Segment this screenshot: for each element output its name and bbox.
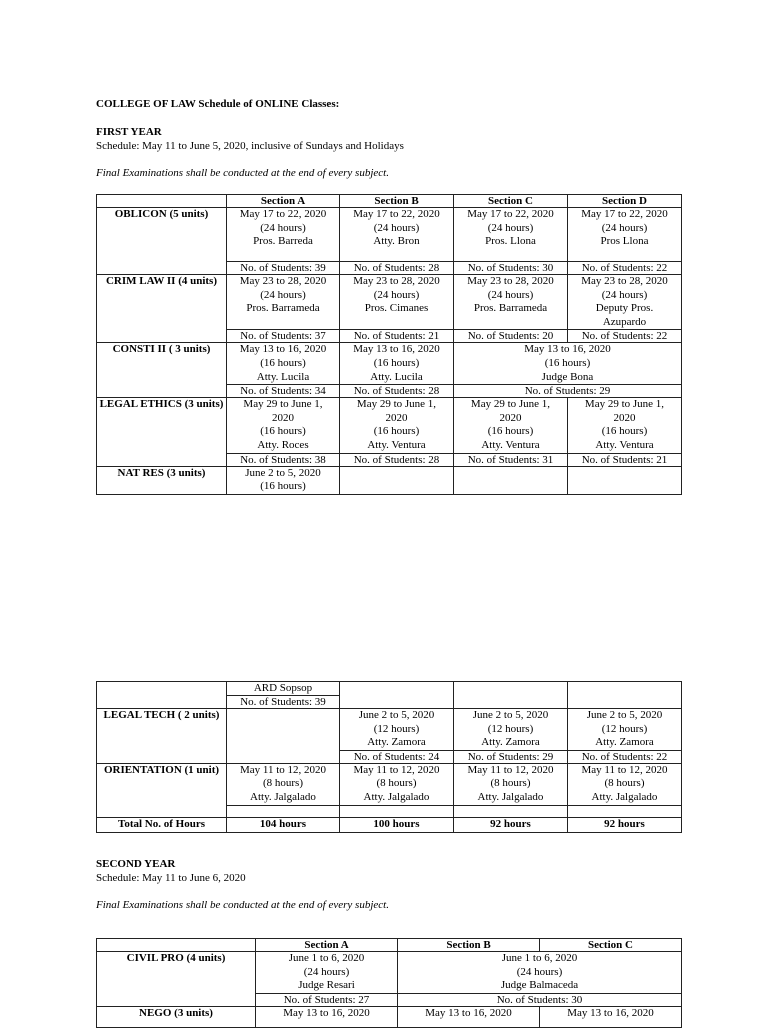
subject-oblicon: OBLICON (5 units) bbox=[97, 208, 227, 275]
total-hours-row bbox=[97, 817, 682, 832]
crimlaw-row bbox=[97, 275, 682, 330]
second-year-schedule-table bbox=[96, 938, 682, 1028]
student-count: No. of Students: 30 bbox=[454, 262, 568, 275]
ethics-section-b bbox=[340, 398, 454, 453]
cell-line: May 23 to 28, 2020 bbox=[353, 275, 440, 287]
total-hours-section-a: 104 hours bbox=[227, 817, 340, 832]
cell-line: Atty. Ventura bbox=[595, 438, 654, 451]
consti-row bbox=[97, 343, 682, 385]
cell-line: Judge Bona bbox=[541, 370, 594, 383]
subject-orientation: ORIENTATION (1 unit) bbox=[97, 763, 227, 817]
cell-line: Pros. Llona bbox=[485, 235, 536, 248]
first-year-schedule: Schedule: May 11 to June 5, 2020, inclusive of Sundays and Holidays bbox=[96, 140, 404, 152]
cell-line: Atty. Lucila bbox=[256, 370, 310, 383]
cell-line: (8 hours) bbox=[490, 777, 531, 790]
student-count: No. of Students: 38 bbox=[227, 453, 340, 466]
header-corner bbox=[97, 939, 256, 952]
natres-section-a bbox=[227, 466, 340, 494]
student-count: No. of Students: 28 bbox=[340, 453, 454, 466]
blank-cell bbox=[568, 805, 682, 817]
student-count: No. of Students: 20 bbox=[454, 330, 568, 343]
cell-line: Atty. Jalgalado bbox=[363, 790, 430, 803]
second-year-schedule: Schedule: May 11 to June 6, 2020 bbox=[96, 872, 246, 884]
student-count: No. of Students: 24 bbox=[340, 750, 454, 763]
total-hours-label: Total No. of Hours bbox=[97, 817, 227, 832]
subject-civil-pro: CIVIL PRO (4 units) bbox=[97, 952, 256, 1007]
cell-line: (16 hours) bbox=[260, 356, 306, 369]
cell-line: May 29 to June 1, bbox=[356, 398, 437, 411]
cell-line: Pros. Cimanes bbox=[364, 302, 429, 315]
cell-line: May 17 to 22, 2020 bbox=[581, 208, 668, 220]
cell-line: Atty. Ventura bbox=[367, 438, 426, 451]
cell-line: June 2 to 5, 2020 bbox=[358, 709, 435, 721]
header-section-c: Section C bbox=[540, 939, 682, 952]
legaltech-section-b bbox=[340, 709, 454, 751]
cell-line: (12 hours) bbox=[601, 722, 648, 735]
natres-teacher: ARD Sopsop bbox=[227, 682, 340, 696]
first-year-exam-note: Final Examinations shall be conducted at the end of every subject. bbox=[96, 167, 389, 179]
cell-line: Atty. Jalgalado bbox=[591, 790, 658, 803]
cell-line: 2020 bbox=[385, 411, 408, 424]
cell-line: Atty. Jalgalado bbox=[250, 790, 316, 803]
civilpro-row bbox=[97, 952, 682, 994]
legaltech-section-c bbox=[454, 709, 568, 751]
cell-line: Pros. Barrameda bbox=[473, 302, 548, 315]
subject-legal-ethics: LEGAL ETHICS (3 units) bbox=[97, 398, 227, 466]
legaltech-section-a bbox=[227, 709, 340, 764]
cell-line: May 11 to 12, 2020 bbox=[581, 763, 668, 776]
consti-section-cd bbox=[454, 343, 682, 385]
consti-section-b bbox=[340, 343, 454, 385]
ethics-section-c bbox=[454, 398, 568, 453]
student-count: No. of Students: 22 bbox=[568, 750, 682, 763]
consti-section-a bbox=[227, 343, 340, 385]
subject-nego: NEGO (3 units) bbox=[97, 1006, 256, 1027]
table-header-row bbox=[97, 195, 682, 208]
header-section-c: Section C bbox=[454, 195, 568, 208]
cell-line: (8 hours) bbox=[604, 777, 645, 790]
cell-line: June 2 to 5, 2020 bbox=[472, 709, 549, 721]
header-section-a: Section A bbox=[227, 195, 340, 208]
student-count: No. of Students: 22 bbox=[568, 262, 682, 275]
oblicon-section-b bbox=[340, 208, 454, 262]
crimlaw-section-a bbox=[227, 275, 340, 330]
crimlaw-section-b bbox=[340, 275, 454, 330]
student-count: No. of Students: 21 bbox=[340, 330, 454, 343]
cell-line: (16 hours) bbox=[487, 425, 534, 438]
natres-continued-row bbox=[97, 682, 682, 696]
orientation-row bbox=[97, 763, 682, 805]
natres-continued-section-b bbox=[340, 682, 454, 709]
nego-section-a: May 13 to 16, 2020 bbox=[256, 1006, 398, 1027]
cell-line: May 13 to 16, 2020 bbox=[524, 343, 611, 356]
oblicon-row bbox=[97, 208, 682, 262]
cell-line: May 23 to 28, 2020 bbox=[467, 275, 554, 287]
cell-line: Atty. Jalgalado bbox=[477, 790, 544, 803]
student-count: No. of Students: 22 bbox=[568, 330, 682, 343]
cell-line: (24 hours) bbox=[601, 288, 648, 301]
blank-cell bbox=[454, 805, 568, 817]
oblicon-section-c bbox=[454, 208, 568, 262]
header-section-b: Section B bbox=[340, 195, 454, 208]
header-section-a: Section A bbox=[256, 939, 398, 952]
cell-line: (24 hours) bbox=[373, 288, 420, 301]
cell-line: (8 hours) bbox=[262, 777, 304, 790]
student-count: No. of Students: 28 bbox=[340, 262, 454, 275]
student-count: No. of Students: 34 bbox=[227, 385, 340, 398]
crimlaw-section-c bbox=[454, 275, 568, 330]
cell-line: May 23 to 28, 2020 bbox=[581, 275, 668, 287]
natres-continued-section-c bbox=[454, 682, 568, 709]
legaltech-row bbox=[97, 709, 682, 751]
natres-section-b bbox=[340, 466, 454, 494]
cell-line: Judge Resari bbox=[298, 979, 355, 992]
student-count: No. of Students: 29 bbox=[454, 750, 568, 763]
cell-line: May 13 to 16, 2020 bbox=[239, 343, 327, 356]
total-hours-section-b: 100 hours bbox=[340, 817, 454, 832]
cell-line: Atty. Zamora bbox=[481, 736, 540, 749]
cell-line: (24 hours) bbox=[487, 221, 534, 234]
student-count: No. of Students: 39 bbox=[227, 696, 340, 709]
cell-line: (24 hours) bbox=[260, 288, 306, 301]
civilpro-section-a bbox=[256, 952, 398, 994]
blank-cell bbox=[227, 805, 340, 817]
orientation-section-b bbox=[340, 763, 454, 805]
subject-consti: CONSTI II ( 3 units) bbox=[97, 343, 227, 398]
student-count: No. of Students: 28 bbox=[340, 385, 454, 398]
cell-line: 2020 bbox=[499, 411, 522, 424]
student-count: No. of Students: 27 bbox=[256, 993, 398, 1006]
subject-crim-law: CRIM LAW II (4 units) bbox=[97, 275, 227, 343]
first-year-heading: FIRST YEAR bbox=[96, 126, 162, 138]
cell-line: May 29 to June 1, bbox=[243, 398, 323, 411]
cell-line: May 11 to 12, 2020 bbox=[353, 763, 440, 776]
legaltech-section-d bbox=[568, 709, 682, 751]
nego-section-b: May 13 to 16, 2020 bbox=[398, 1006, 540, 1027]
second-year-heading: SECOND YEAR bbox=[96, 858, 176, 870]
cell-line: May 11 to 12, 2020 bbox=[467, 763, 554, 776]
cell-line: Pros Llona bbox=[600, 235, 649, 248]
natres-continued-section-d bbox=[568, 682, 682, 709]
crimlaw-section-d bbox=[568, 275, 682, 330]
header-corner bbox=[97, 195, 227, 208]
second-year-exam-note: Final Examinations shall be conducted at the end of every subject. bbox=[96, 899, 389, 911]
cell-line: (8 hours) bbox=[376, 777, 417, 790]
cell-line: May 17 to 22, 2020 bbox=[239, 208, 327, 220]
student-count: No. of Students: 29 bbox=[454, 385, 682, 398]
blank-cell bbox=[340, 805, 454, 817]
cell-line: Deputy Pros. bbox=[595, 302, 654, 315]
cell-line: Judge Balmaceda bbox=[500, 979, 579, 992]
total-hours-section-c: 92 hours bbox=[454, 817, 568, 832]
oblicon-section-d bbox=[568, 208, 682, 262]
natres-continued-subject bbox=[97, 682, 227, 709]
orientation-section-a bbox=[227, 763, 340, 805]
cell-line: Atty. Zamora bbox=[595, 736, 654, 749]
cell-line: (24 hours) bbox=[487, 288, 534, 301]
cell-line: (16 hours) bbox=[544, 356, 591, 369]
cell-line: June 2 to 5, 2020 bbox=[586, 709, 663, 721]
student-count: No. of Students: 30 bbox=[398, 993, 682, 1006]
ethics-row bbox=[97, 398, 682, 453]
document-title: COLLEGE OF LAW Schedule of ONLINE Classes: bbox=[96, 98, 340, 110]
cell-line: (16 hours) bbox=[260, 480, 306, 493]
orientation-section-c bbox=[454, 763, 568, 805]
cell-line: (24 hours) bbox=[601, 221, 648, 234]
ethics-section-d bbox=[568, 398, 682, 453]
nego-section-c: May 13 to 16, 2020 bbox=[540, 1006, 682, 1027]
cell-line: Atty. Lucila bbox=[370, 370, 423, 383]
cell-line: May 29 to June 1, bbox=[470, 398, 551, 411]
subject-legal-tech: LEGAL TECH ( 2 units) bbox=[97, 709, 227, 764]
natres-section-d bbox=[568, 466, 682, 494]
cell-line: Atty. Ventura bbox=[481, 438, 540, 451]
student-count: No. of Students: 37 bbox=[227, 330, 340, 343]
cell-line: May 11 to 12, 2020 bbox=[239, 763, 327, 776]
total-hours-section-d: 92 hours bbox=[568, 817, 682, 832]
cell-line: (24 hours) bbox=[516, 965, 563, 978]
cell-line: Azupardo bbox=[602, 315, 647, 328]
ethics-section-a bbox=[227, 398, 340, 453]
cell-line: June 1 to 6, 2020 bbox=[501, 952, 578, 964]
cell-line: (24 hours) bbox=[373, 221, 420, 234]
oblicon-section-a bbox=[227, 208, 340, 262]
cell-line: May 17 to 22, 2020 bbox=[467, 208, 554, 220]
cell-line: May 23 to 28, 2020 bbox=[239, 275, 327, 287]
header-section-b: Section B bbox=[398, 939, 540, 952]
cell-line: June 2 to 5, 2020 bbox=[245, 466, 321, 479]
cell-line: 2020 bbox=[613, 411, 636, 424]
cell-line: (16 hours) bbox=[373, 356, 420, 369]
cell-line: (24 hours) bbox=[303, 965, 350, 978]
civilpro-section-bc bbox=[398, 952, 682, 994]
subject-nat-res: NAT RES (3 units) bbox=[97, 466, 227, 494]
cell-line: May 29 to June 1, bbox=[584, 398, 665, 411]
cell-line: May 17 to 22, 2020 bbox=[353, 208, 440, 220]
cell-line: (16 hours) bbox=[260, 425, 306, 438]
natres-row bbox=[97, 466, 682, 494]
cell-line: Pros. Barrameda bbox=[246, 302, 320, 315]
nego-row bbox=[97, 1006, 682, 1027]
student-count: No. of Students: 31 bbox=[454, 453, 568, 466]
cell-line: Atty. Roces bbox=[257, 438, 309, 451]
cell-line: Atty. Zamora bbox=[367, 736, 426, 749]
cell-line: Pros. Barreda bbox=[253, 235, 313, 248]
cell-line: (16 hours) bbox=[601, 425, 648, 438]
first-year-schedule-table-continued bbox=[96, 681, 682, 833]
orientation-section-d bbox=[568, 763, 682, 805]
cell-line: June 1 to 6, 2020 bbox=[288, 952, 365, 964]
student-count: No. of Students: 39 bbox=[227, 262, 340, 275]
cell-line: (24 hours) bbox=[260, 221, 306, 234]
cell-line: (16 hours) bbox=[373, 425, 420, 438]
cell-line: May 13 to 16, 2020 bbox=[353, 343, 440, 356]
student-count: No. of Students: 21 bbox=[568, 453, 682, 466]
cell-line: (12 hours) bbox=[487, 722, 534, 735]
natres-section-c bbox=[454, 466, 568, 494]
cell-line: (12 hours) bbox=[373, 722, 420, 735]
cell-line: Atty. Bron bbox=[373, 235, 420, 248]
cell-line: 2020 bbox=[272, 411, 294, 424]
header-section-d: Section D bbox=[568, 195, 682, 208]
first-year-schedule-table bbox=[96, 194, 682, 495]
table-header-row bbox=[97, 939, 682, 952]
